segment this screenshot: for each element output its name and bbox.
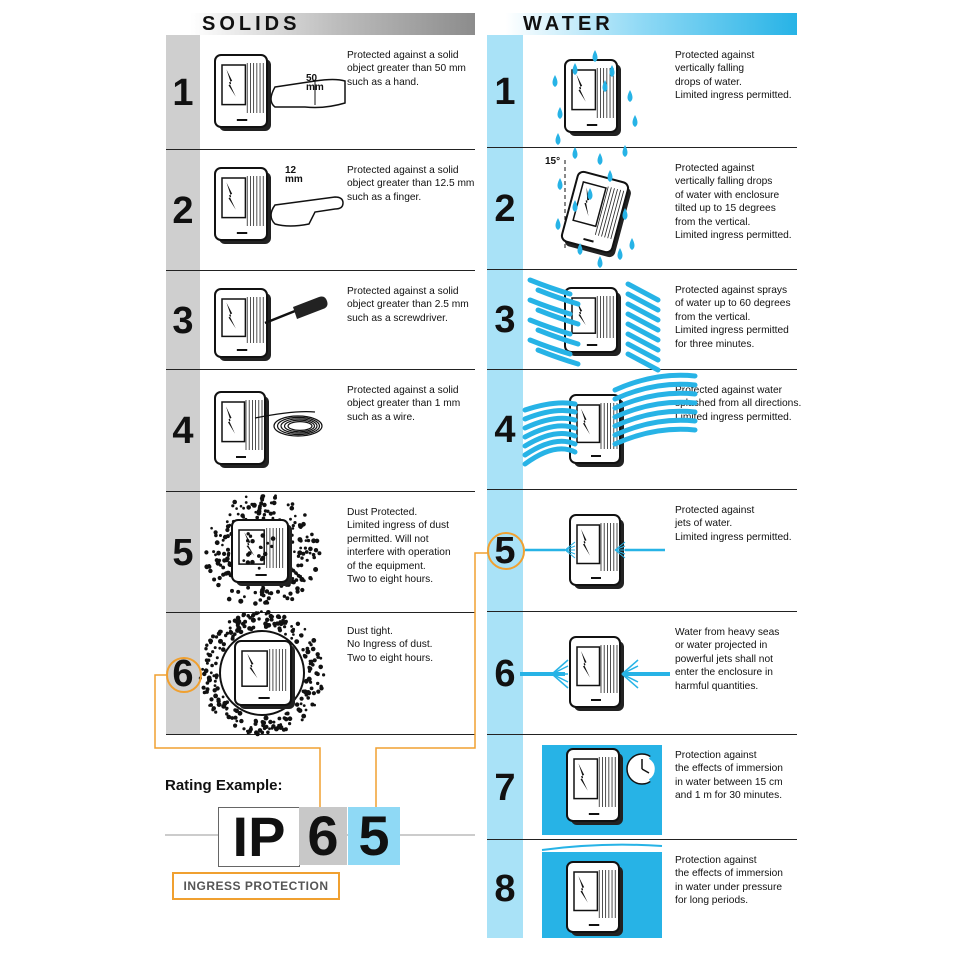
solids-level-number: 3 — [172, 299, 194, 342]
solids-level-number: 5 — [172, 531, 194, 574]
water-level-description: Protected against jets of water. Limited ingress permitted. — [675, 505, 792, 543]
water-level-number: 3 — [494, 299, 516, 341]
water-level-description: Protection against the effects of immersion in water between 15 cm and 1 m for 30 minutes. — [675, 750, 783, 802]
ip-solid-digit: 6 — [299, 807, 347, 865]
water-level-description: Protected against vertically falling drops of water with enclosure tilted up to 15 degrees from the vertical. Limited ingress permitted. — [675, 163, 792, 242]
water-2-angle-label: 15° — [545, 156, 561, 167]
solids-level-description: Dust tight. No Ingress of dust. Two to eight hours. — [347, 626, 434, 664]
ip-water-digit: 5 — [348, 807, 400, 865]
solids-2-size-label: 12 mm — [285, 165, 303, 185]
water-level-description: Protected against sprays of water up to 60 degrees from the vertical. Limited ingress permitted for three minutes. — [675, 285, 791, 350]
water-level-number: 6 — [494, 652, 516, 695]
rating-example-label: Rating Example: — [165, 777, 283, 794]
solids-level-description: Protected against a solid object greater than 2.5 mm such as a screwdriver. — [347, 286, 469, 324]
water-level-description: Protected against water splashed from all directions. Limited ingress permitted. — [675, 385, 802, 423]
solids-1-size-label: 50 mm — [306, 73, 324, 93]
water-level-number: 2 — [494, 188, 516, 230]
water-level-number: 4 — [494, 409, 516, 451]
solids-level-number: 6 — [172, 653, 194, 695]
solids-level-number: 2 — [172, 189, 194, 232]
solids-level-description: Protected against a solid object greater than 12.5 mm such as a finger. — [347, 165, 475, 203]
ingress-protection-label: INGRESS PROTECTION — [172, 872, 340, 900]
solids-level-description: Protected against a solid object greater than 1 mm such as a wire. — [347, 385, 461, 423]
water-level-number: 1 — [494, 70, 516, 113]
solids-level-description: Protected against a solid object greater than 50 mm such as a hand. — [347, 50, 466, 88]
ip-letters: IP — [218, 807, 300, 867]
water-level-number: 7 — [494, 766, 516, 809]
solids-level-description: Dust Protected. Limited ingress of dust permitted. Will not interfere with operation of the equipment. Two to eight hours. — [347, 507, 451, 586]
water-level-description: Water from heavy seas or water projected in powerful jets shall not enter the enclosure in harmful quantities. — [675, 627, 780, 692]
solids-level-number: 1 — [172, 71, 194, 114]
water-header-text: WATER — [523, 13, 614, 35]
water-5-highlight-circle — [488, 530, 524, 572]
solids-level-number: 4 — [172, 410, 194, 452]
water-level-description: Protected against vertically falling drops of water. Limited ingress permitted. — [675, 50, 792, 102]
water-level-description: Protection against the effects of immersion in water under pressure for long periods. — [675, 855, 783, 907]
solids-header-text: SOLIDS — [202, 13, 301, 35]
solids-6-highlight-circle — [167, 658, 201, 692]
water-level-number: 5 — [494, 530, 516, 572]
water-level-number: 8 — [494, 868, 516, 910]
